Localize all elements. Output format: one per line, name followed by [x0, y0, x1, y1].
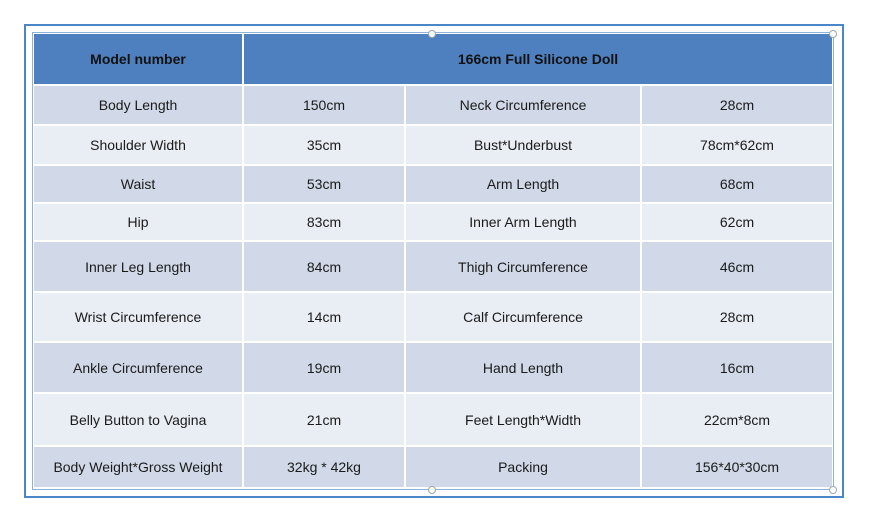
key-cell: Bust*Underbust	[405, 125, 641, 165]
value-cell: 68cm	[641, 165, 832, 203]
table-row	[34, 241, 832, 292]
value-cell: 62cm	[641, 203, 832, 241]
value-cell: 22cm*8cm	[641, 393, 832, 446]
key-cell: Hand Length	[405, 342, 641, 393]
value-cell: 28cm	[641, 292, 832, 342]
value-cell: 21cm	[243, 393, 405, 446]
table-row	[34, 203, 832, 241]
key-cell: Neck Circumference	[405, 85, 641, 125]
key-cell: Shoulder Width	[34, 125, 243, 165]
key-cell: Belly Button to Vagina	[34, 393, 243, 446]
header-row	[34, 34, 832, 85]
key-cell: Feet Length*Width	[405, 393, 641, 446]
key-cell: Arm Length	[405, 165, 641, 203]
table-row	[34, 292, 832, 342]
table-row	[34, 393, 832, 446]
header-value-cell: 166cm Full Silicone Doll	[243, 34, 832, 85]
value-cell: 28cm	[641, 85, 832, 125]
key-cell: Hip	[34, 203, 243, 241]
key-cell: Calf Circumference	[405, 292, 641, 342]
value-cell: 53cm	[243, 165, 405, 203]
value-cell: 16cm	[641, 342, 832, 393]
value-cell: 32kg * 42kg	[243, 446, 405, 488]
resize-handle-top-right[interactable]	[829, 30, 837, 38]
key-cell: Inner Leg Length	[34, 241, 243, 292]
resize-handle-bottom[interactable]	[428, 486, 436, 494]
key-cell: Body Weight*Gross Weight	[34, 446, 243, 488]
resize-handle-bottom-right[interactable]	[829, 486, 837, 494]
value-cell: 14cm	[243, 292, 405, 342]
table-row	[34, 125, 832, 165]
value-cell: 83cm	[243, 203, 405, 241]
value-cell: 46cm	[641, 241, 832, 292]
value-cell: 150cm	[243, 85, 405, 125]
value-cell: 84cm	[243, 241, 405, 292]
value-cell: 19cm	[243, 342, 405, 393]
resize-handle-top[interactable]	[428, 30, 436, 38]
key-cell: Ankle Circumference	[34, 342, 243, 393]
table-row	[34, 165, 832, 203]
value-cell: 156*40*30cm	[641, 446, 832, 488]
key-cell: Wrist Circumference	[34, 292, 243, 342]
table-row	[34, 446, 832, 488]
key-cell: Packing	[405, 446, 641, 488]
value-cell: 78cm*62cm	[641, 125, 832, 165]
key-cell: Thigh Circumference	[405, 241, 641, 292]
table-row	[34, 342, 832, 393]
key-cell: Waist	[34, 165, 243, 203]
table-row	[34, 85, 832, 125]
spec-table	[34, 34, 832, 489]
key-cell: Body Length	[34, 85, 243, 125]
value-cell: 35cm	[243, 125, 405, 165]
key-cell: Inner Arm Length	[405, 203, 641, 241]
header-label-cell: Model number	[34, 34, 243, 85]
